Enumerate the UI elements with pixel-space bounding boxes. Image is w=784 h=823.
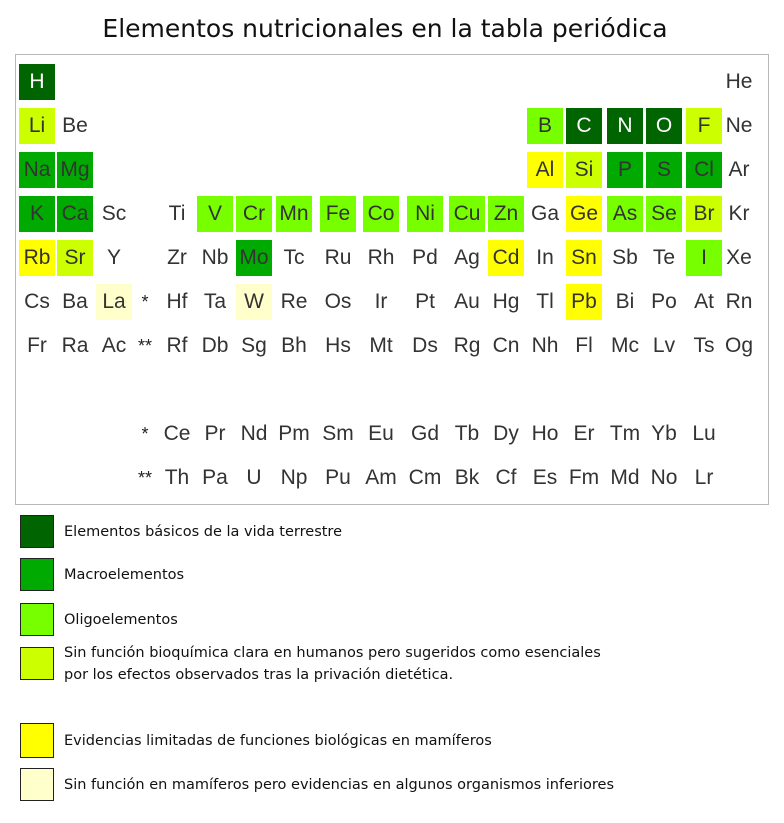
element-nd: Nd	[240, 422, 268, 445]
element-yb: Yb	[651, 422, 677, 445]
element-rb: Rb	[19, 240, 55, 276]
element-ar: Ar	[728, 158, 750, 181]
element-br: Br	[686, 196, 722, 232]
element-ne: Ne	[725, 114, 753, 137]
element-w: W	[236, 284, 272, 320]
element-nb: Nb	[201, 246, 229, 269]
element-u: U	[246, 466, 262, 489]
element-pr: Pr	[204, 422, 226, 445]
element-rh: Rh	[367, 246, 395, 269]
element-no: No	[650, 466, 678, 489]
element-lu: Lu	[692, 422, 716, 445]
legend-swatch-suggested	[20, 647, 54, 680]
element-te: Te	[652, 246, 676, 269]
legend-label: Sin función en mamíferos pero evidencias en algunos organismos inferiores	[64, 776, 614, 793]
element-ag: Ag	[454, 246, 480, 269]
element-tl: Tl	[536, 290, 554, 313]
element-fl: Fl	[575, 334, 593, 357]
element-co: Co	[363, 196, 399, 232]
element-dy: Dy	[493, 422, 519, 445]
element-h: H	[19, 64, 55, 100]
element-rg: Rg	[453, 334, 481, 357]
element-np: Np	[280, 466, 308, 489]
element-mt: Mt	[369, 334, 393, 357]
element-zn: Zn	[488, 196, 524, 232]
element-bh: Bh	[281, 334, 307, 357]
element-cf: Cf	[495, 466, 517, 489]
element-he: He	[725, 70, 753, 93]
element-cn: Cn	[492, 334, 520, 357]
lanthanide-marker: *	[141, 291, 149, 312]
element-ra: Ra	[61, 334, 89, 357]
element-pu: Pu	[325, 466, 351, 489]
element-sm: Sm	[322, 422, 354, 445]
element-ho: Ho	[531, 422, 559, 445]
element-ni: Ni	[407, 196, 443, 232]
element-hs: Hs	[325, 334, 351, 357]
element-c: C	[566, 108, 602, 144]
element-fe: Fe	[320, 196, 356, 232]
element-ac: Ac	[101, 334, 127, 357]
legend-label: Evidencias limitadas de funciones biológicas en mamíferos	[64, 732, 492, 749]
element-ti: Ti	[168, 202, 186, 225]
element-mc: Mc	[611, 334, 639, 357]
element-cr: Cr	[236, 196, 272, 232]
element-tm: Tm	[609, 422, 641, 445]
element-b: B	[527, 108, 563, 144]
element-cl: Cl	[686, 152, 722, 188]
element-po: Po	[651, 290, 677, 313]
element-si: Si	[566, 152, 602, 188]
element-sg: Sg	[241, 334, 267, 357]
element-bk: Bk	[454, 466, 480, 489]
element-k: K	[19, 196, 55, 232]
element-zr: Zr	[167, 246, 187, 269]
element-sb: Sb	[612, 246, 638, 269]
legend-swatch-basic	[20, 515, 54, 548]
element-mn: Mn	[276, 196, 312, 232]
element-y: Y	[106, 246, 121, 269]
element-ru: Ru	[324, 246, 352, 269]
element-gd: Gd	[410, 422, 439, 445]
lanthanide-series-marker: *	[141, 423, 149, 444]
element-os: Os	[324, 290, 352, 313]
element-th: Th	[164, 466, 190, 489]
element-pt: Pt	[415, 290, 435, 313]
element-tb: Tb	[454, 422, 480, 445]
element-lr: Lr	[694, 466, 714, 489]
element-ta: Ta	[203, 290, 227, 313]
element-lv: Lv	[652, 334, 676, 357]
element-mg: Mg	[57, 152, 93, 188]
element-pd: Pd	[412, 246, 438, 269]
element-tc: Tc	[283, 246, 305, 269]
element-in: In	[536, 246, 554, 269]
element-pb: Pb	[566, 284, 602, 320]
element-sn: Sn	[566, 240, 602, 276]
element-cs: Cs	[24, 290, 50, 313]
element-al: Al	[527, 152, 563, 188]
element-re: Re	[280, 290, 308, 313]
legend-label: Oligoelementos	[64, 611, 178, 628]
element-fr: Fr	[27, 334, 47, 357]
element-nh: Nh	[531, 334, 559, 357]
legend-label: Macroelementos	[64, 566, 185, 583]
element-ga: Ga	[530, 202, 559, 225]
element-rf: Rf	[166, 334, 188, 357]
element-og: Og	[724, 334, 753, 357]
element-v: V	[197, 196, 233, 232]
legend-swatch-limited	[20, 723, 54, 758]
element-la: La	[96, 284, 132, 320]
element-ge: Ge	[566, 196, 602, 232]
element-ts: Ts	[693, 334, 715, 357]
element-ds: Ds	[412, 334, 438, 357]
actinide-series-marker: **	[137, 467, 152, 488]
element-o: O	[646, 108, 682, 144]
element-f: F	[686, 108, 722, 144]
element-ca: Ca	[57, 196, 93, 232]
element-n: N	[607, 108, 643, 144]
element-na: Na	[19, 152, 55, 188]
element-md: Md	[610, 466, 640, 489]
element-s: S	[646, 152, 682, 188]
legend-swatch-macro	[20, 558, 54, 591]
element-cd: Cd	[488, 240, 524, 276]
element-au: Au	[454, 290, 480, 313]
element-p: P	[607, 152, 643, 188]
element-sr: Sr	[57, 240, 93, 276]
legend-swatch-oligo	[20, 603, 54, 636]
actinide-marker: **	[137, 335, 152, 356]
element-at: At	[694, 290, 714, 313]
element-pm: Pm	[278, 422, 310, 445]
element-hf: Hf	[166, 290, 188, 313]
element-li: Li	[19, 108, 55, 144]
element-bi: Bi	[615, 290, 635, 313]
element-hg: Hg	[492, 290, 520, 313]
element-ba: Ba	[62, 290, 88, 313]
element-se: Se	[646, 196, 682, 232]
element-pa: Pa	[202, 466, 228, 489]
legend-label: por los efectos observados tras la privación dietética.	[64, 666, 454, 683]
element-cm: Cm	[408, 466, 442, 489]
element-mo: Mo	[236, 240, 272, 276]
legend-label: Sin función bioquímica clara en humanos pero sugeridos como esenciales	[64, 644, 601, 661]
element-fm: Fm	[568, 466, 600, 489]
element-ce: Ce	[163, 422, 191, 445]
element-cu: Cu	[449, 196, 485, 232]
element-ir: Ir	[374, 290, 388, 313]
element-be: Be	[62, 114, 88, 137]
element-rn: Rn	[725, 290, 753, 313]
element-sc: Sc	[101, 202, 127, 225]
legend-label: Elementos básicos de la vida terrestre	[64, 523, 342, 540]
legend-swatch-lower	[20, 768, 54, 801]
element-es: Es	[532, 466, 558, 489]
element-i: I	[686, 240, 722, 276]
element-eu: Eu	[368, 422, 394, 445]
element-kr: Kr	[728, 202, 750, 225]
element-er: Er	[573, 422, 595, 445]
element-db: Db	[201, 334, 229, 357]
element-as: As	[607, 196, 643, 232]
chart-title: Elementos nutricionales en la tabla periódica	[102, 14, 668, 43]
element-am: Am	[365, 466, 397, 489]
element-xe: Xe	[726, 246, 752, 269]
